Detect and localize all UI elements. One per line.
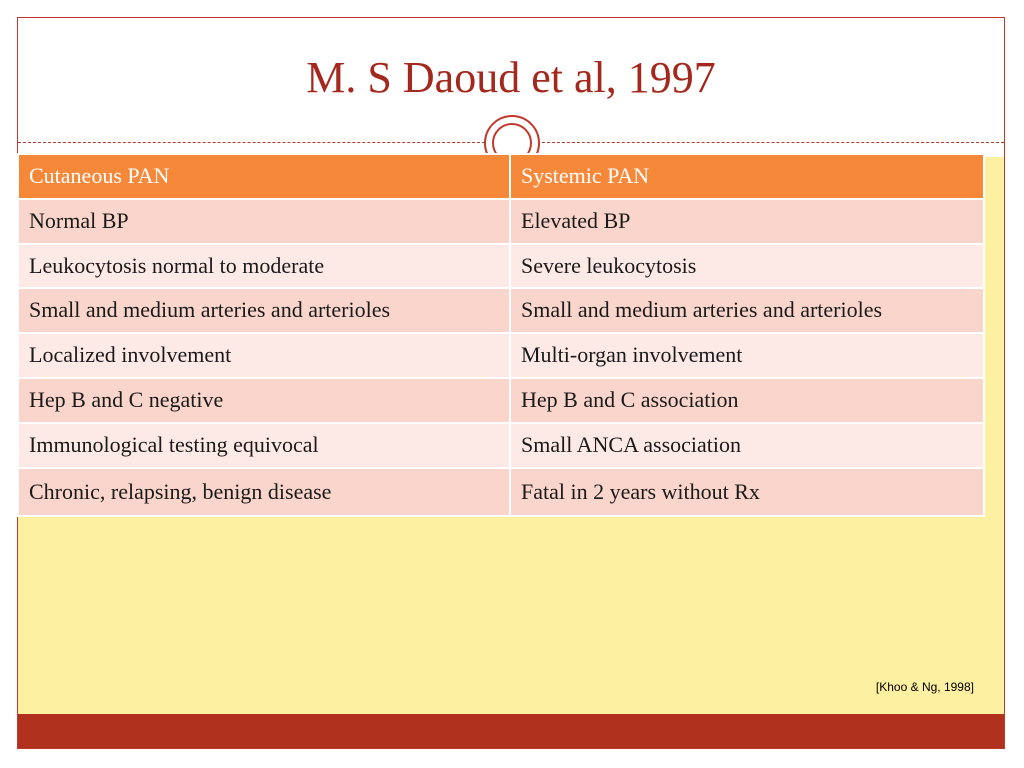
- footer-bar: [18, 714, 1004, 748]
- cell-cutaneous: Localized involvement: [18, 333, 510, 378]
- cell-systemic: Small and medium arteries and arterioles: [510, 288, 984, 333]
- header-cutaneous-pan: Cutaneous PAN: [18, 154, 510, 199]
- cell-cutaneous: Leukocytosis normal to moderate: [18, 244, 510, 289]
- table-row: [18, 288, 984, 333]
- cell-cutaneous: Normal BP: [18, 199, 510, 244]
- citation: [Khoo & Ng, 1998]: [875, 680, 974, 694]
- cell-cutaneous: Small and medium arteries and arterioles: [18, 288, 510, 333]
- cell-systemic: Fatal in 2 years without Rx: [510, 468, 984, 517]
- table-row: [18, 244, 984, 289]
- table-header-row: [18, 154, 984, 199]
- cell-systemic: Severe leukocytosis: [510, 244, 984, 289]
- comparison-table: [17, 153, 985, 517]
- header-systemic-pan: Systemic PAN: [510, 154, 984, 199]
- table-row: [18, 468, 984, 517]
- table-row: [18, 378, 984, 423]
- cell-cutaneous: Hep B and C negative: [18, 378, 510, 423]
- cell-systemic: Hep B and C association: [510, 378, 984, 423]
- cell-cutaneous: Immunological testing equivocal: [18, 423, 510, 468]
- table-row: [18, 199, 984, 244]
- cell-cutaneous: Chronic, relapsing, benign disease: [18, 468, 510, 517]
- table-row: [18, 333, 984, 378]
- slide-title: M. S Daoud et al, 1997: [306, 53, 716, 102]
- cell-systemic: Multi-organ involvement: [510, 333, 984, 378]
- cell-systemic: Small ANCA association: [510, 423, 984, 468]
- table-row: [18, 423, 984, 468]
- cell-systemic: Elevated BP: [510, 199, 984, 244]
